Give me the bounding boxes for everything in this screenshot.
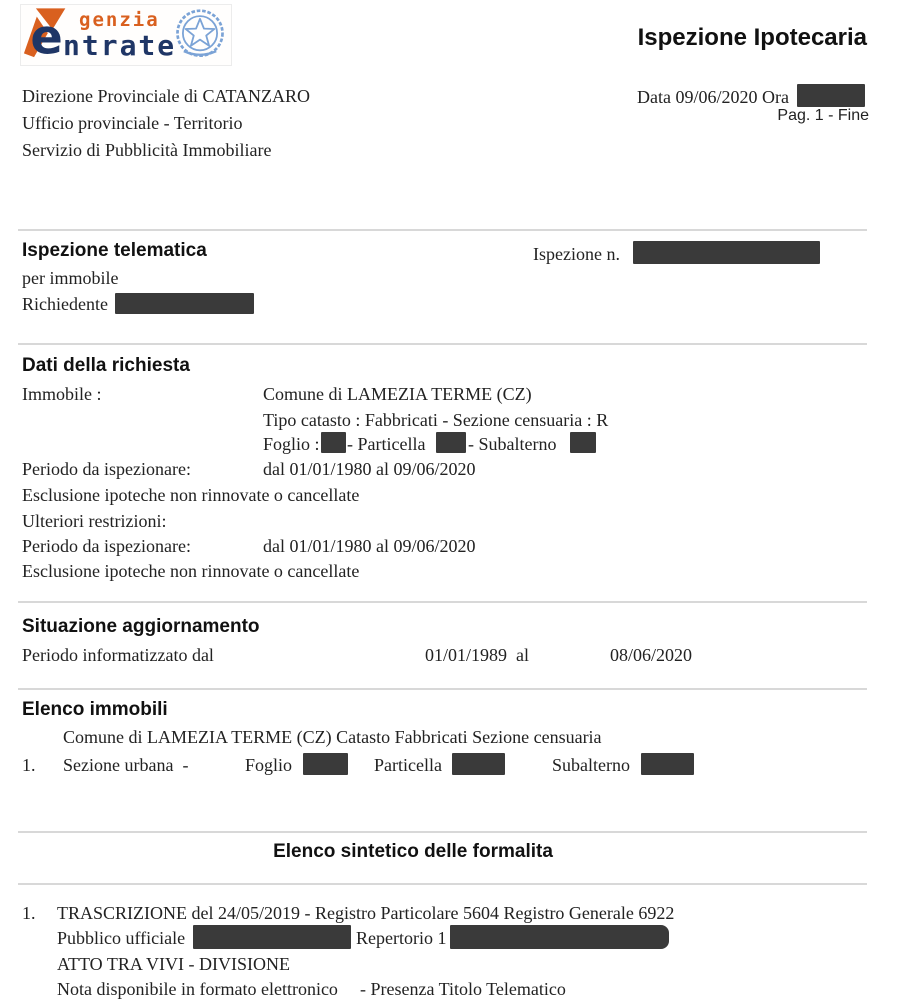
page-number-label: Pag. 1 - Fine [777, 107, 869, 124]
ispezione-number-label: Ispezione n. [533, 244, 620, 264]
section-title-dati: Dati della richiesta [22, 355, 190, 376]
svg-text:e: e [30, 10, 63, 63]
section-title-aggiornamento: Situazione aggiornamento [22, 616, 260, 637]
office-line-servizio: Servizio di Pubblicità Immobiliare [22, 140, 272, 160]
atto-line: ATTO TRA VIVI - DIVISIONE [57, 954, 290, 974]
redacted-foglio-value [321, 432, 346, 453]
per-immobile-label: per immobile [22, 268, 119, 288]
redacted-subalterno-value [641, 753, 694, 775]
section-title-formalita: Elenco sintetico delle formalita [273, 841, 553, 862]
redacted-time-value [797, 84, 865, 107]
redacted-subalterno-value [570, 432, 596, 453]
richiedente-label: Richiedente [22, 294, 108, 314]
redacted-pubblico-ufficiale-value [193, 925, 351, 949]
agenzia-entrate-logo [20, 4, 232, 66]
section-divider [18, 601, 867, 603]
redacted-particella-value [452, 753, 505, 775]
section-divider [18, 883, 867, 885]
logo-word-genzia: genzia [79, 9, 160, 31]
presenza-titolo-line: - Presenza Titolo Telematico [360, 979, 566, 999]
office-line-ufficio: Ufficio provinciale - Territorio [22, 113, 243, 133]
periodo-to-value: 08/06/2020 [610, 645, 693, 665]
section-divider [18, 229, 867, 231]
immobili-row-number: 1. [22, 755, 36, 775]
trascrizione-line: TRASCRIZIONE del 24/05/2019 - Registro Particolare 5604 Registro Generale 6922 [57, 903, 675, 923]
redacted-foglio-value [303, 753, 348, 775]
immobili-particella-label: Particella [374, 755, 442, 775]
redacted-ispezione-number [633, 241, 820, 264]
esclusione-line-1: Esclusione ipoteche non rinnovate o cancellate [22, 485, 360, 505]
esclusione-line-2: Esclusione ipoteche non rinnovate o cancellate [22, 561, 360, 581]
section-title-immobili: Elenco immobili [22, 699, 168, 720]
office-line-direzione: Direzione Provinciale di CATANZARO [22, 86, 310, 106]
immobili-foglio-label: Foglio [245, 755, 293, 775]
date-time-label: Data 09/06/2020 Ora [637, 87, 789, 107]
comune-value: Comune di LAMEZIA TERME (CZ) [263, 384, 532, 404]
formalita-row-number: 1. [22, 903, 36, 923]
periodo-value-2: dal 01/01/1980 al 09/06/2020 [263, 536, 476, 556]
immobile-label: Immobile : [22, 384, 102, 404]
repertorio-label: Repertorio 1 [356, 928, 447, 948]
sezione-urbana-label: Sezione urbana - [63, 755, 189, 775]
ulteriori-restrizioni-label: Ulteriori restrizioni: [22, 511, 167, 531]
pubblico-ufficiale-label: Pubblico ufficiale [57, 928, 186, 948]
redacted-repertorio-value [450, 925, 669, 949]
foglio-label: Foglio : [263, 434, 320, 454]
tipo-catasto-value: Tipo catasto : Fabbricati - Sezione censuaria : R [263, 410, 609, 430]
section-title-telematica: Ispezione telematica [22, 240, 207, 261]
subalterno-label: - Subalterno [468, 434, 557, 454]
periodo-from-value: 01/01/1989 al [425, 645, 529, 665]
immobili-subalterno-label: Subalterno [552, 755, 630, 775]
italy-emblem-icon [173, 7, 227, 63]
nota-line: Nota disponibile in formato elettronico [57, 979, 338, 999]
section-divider [18, 343, 867, 345]
redacted-particella-value [436, 432, 466, 453]
periodo-label-1: Periodo da ispezionare: [22, 459, 191, 479]
periodo-informatizzato-label: Periodo informatizzato dal [22, 645, 214, 665]
page-title: Ispezione Ipotecaria [637, 24, 867, 51]
particella-label: - Particella [347, 434, 426, 454]
section-divider [18, 688, 867, 690]
redacted-richiedente-value [115, 293, 254, 314]
section-divider [18, 831, 867, 833]
immobili-subtitle: Comune di LAMEZIA TERME (CZ) Catasto Fabbricati Sezione censuaria [63, 727, 602, 747]
logo-word-ntrate: ntrate [63, 29, 177, 62]
periodo-value-1: dal 01/01/1980 al 09/06/2020 [263, 459, 476, 479]
periodo-label-2: Periodo da ispezionare: [22, 536, 191, 556]
